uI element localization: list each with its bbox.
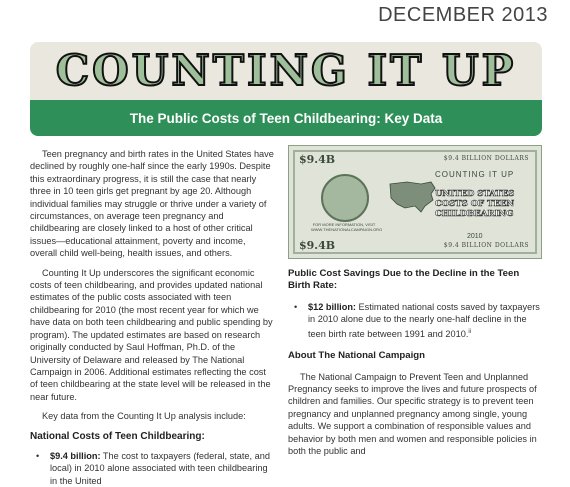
savings-heading: Public Cost Savings Due to the Decline in the Teen Birth Rate: — [288, 268, 520, 292]
subtitle-bar — [30, 100, 542, 136]
bill-year: 2010 — [467, 233, 483, 240]
right-column — [288, 268, 542, 457]
bullet-icon: • — [294, 301, 298, 312]
bill-line-3: CHILDBEARING — [435, 209, 514, 219]
bill-info-text: FOR MORE INFORMATION, VISIT WWW.THENATIONALCAMPAIGN.ORG — [311, 222, 383, 232]
cost-text: The cost to taxpayers (federal, state, and local) in 2010 alone associated with teen childbearing in the United — [50, 450, 270, 486]
footnote-marker: ii — [468, 328, 472, 335]
bill-amount-top: $9.4B — [299, 153, 336, 166]
cost-amount: $9.4 billion: — [50, 450, 101, 461]
bill-line-1: UNITED STATES — [435, 189, 515, 199]
savings-amount: $12 billion: — [308, 301, 356, 312]
report-title: COUNTING IT UP — [55, 46, 517, 95]
overview-paragraph: Counting It Up underscores the significant economic costs of teen childbearing, and provides updated national estimates of the public costs associated with teen childbearing for 2010 (the most recent year for which we have data on both teen childbearing and public spending by program). The updated estimates are based on research originally conducted by Saul Hoffman, Ph.D. of the University of Delaware and released by The National Campaign in 2006. Additional estimates reflecting the cost of teen childbearing at the state level will be released in the near future. — [30, 267, 273, 402]
bill-bottom-right-text: $9.4 BILLION DOLLARS — [443, 242, 529, 249]
dollar-bill-illustration — [288, 145, 542, 259]
bill-amount-bottom: $9.4B — [299, 239, 336, 252]
bill-line-2: COSTS OF TEEN — [435, 199, 515, 209]
list-item — [30, 450, 274, 487]
bullet-icon: • — [36, 450, 40, 461]
intro-paragraph: Teen pregnancy and birth rates in the United States have declined by roughly one-half since the early 1990s. Despite this extraordinary progress, it is still the case that nearly three in 10 teen girls get pregnant by age 20. Although individual families may struggle or thrive under a variety of circumstances, on average teen pregnancy and childbearing are closely linked to a host of other critical issues—educational attainment, poverty and income, overall child well-being, health issues, and others. — [30, 149, 274, 259]
bill-top-right-text: $9.4 BILLION DOLLARS — [443, 155, 529, 162]
key-data-intro: Key data from the Counting It Up analysis include: — [42, 411, 246, 422]
left-column — [30, 148, 274, 487]
list-item — [288, 301, 542, 340]
about-heading: About The National Campaign — [288, 350, 425, 362]
title-banner — [30, 42, 542, 100]
bill-counting-text: COUNTING IT UP — [435, 170, 515, 179]
national-costs-heading: National Costs of Teen Childbearing: — [30, 430, 205, 442]
issue-date: DECEMBER 2013 — [378, 4, 548, 26]
seal-icon — [321, 174, 369, 222]
us-map-icon — [387, 176, 437, 216]
report-subtitle: The Public Costs of Teen Childbearing: Key Data — [129, 110, 443, 126]
savings-text: Estimated national costs saved by taxpayers in 2010 alone due to the nearly one-half decline in the teen birth rate between 1991 and 2010. — [308, 301, 540, 339]
about-paragraph: The National Campaign to Prevent Teen and Unplanned Pregnancy seeks to improve the lives and future prospects of children and families. Our specific strategy is to prevent teen pregnancy and unplanned pregnancy among single, young adults. We support a combination of responsible values and behavior by both men and women and responsible policies in both the public and — [288, 371, 537, 456]
